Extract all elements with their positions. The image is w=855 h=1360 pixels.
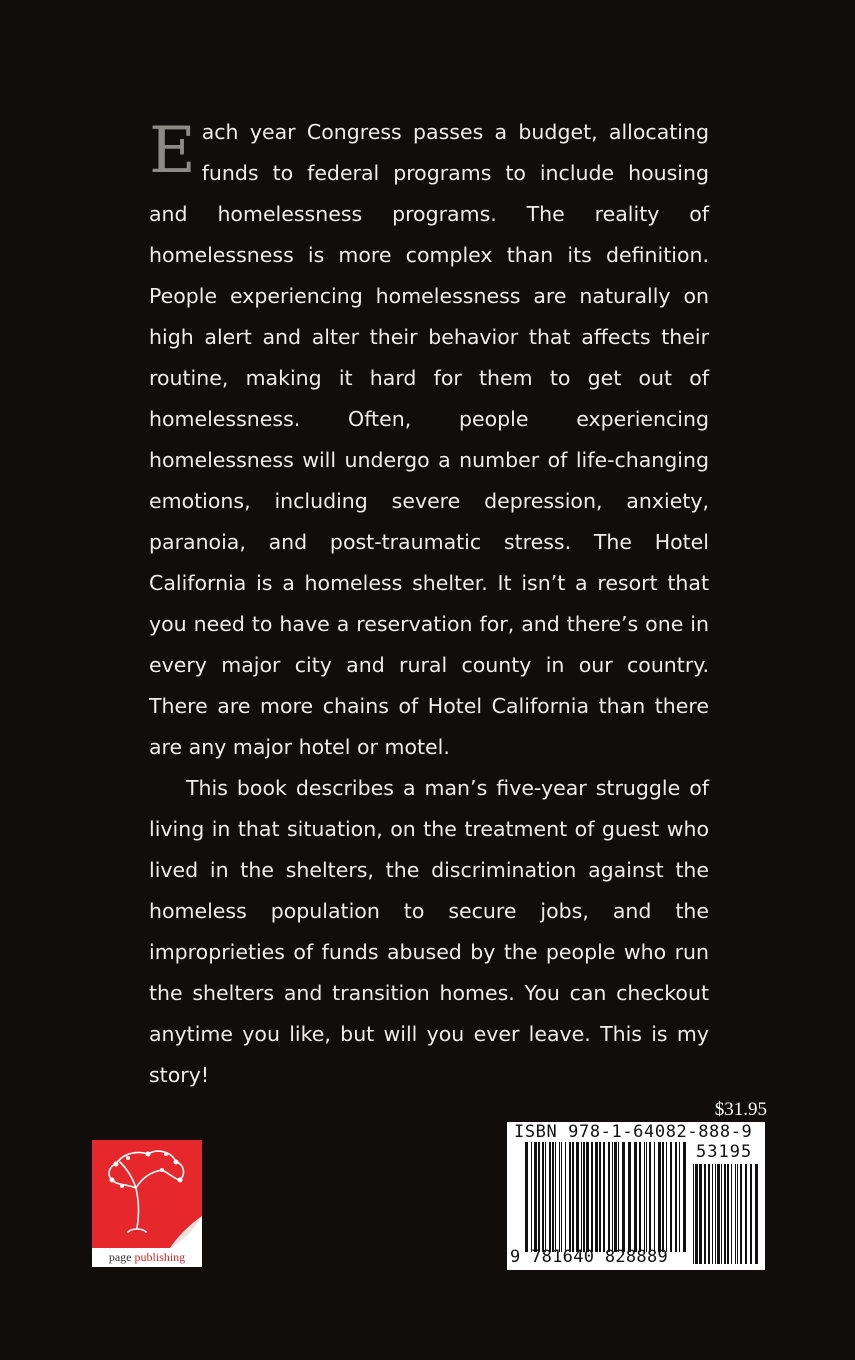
barcode-bar bbox=[750, 1164, 752, 1264]
barcode-bar bbox=[654, 1142, 655, 1252]
barcode-bar bbox=[675, 1142, 677, 1252]
publisher-name-part2: publishing bbox=[134, 1250, 186, 1264]
price-label: $31.95 bbox=[714, 1099, 767, 1120]
barcode-bar bbox=[708, 1164, 710, 1264]
barcode-bar bbox=[583, 1142, 585, 1252]
barcode-bar bbox=[737, 1164, 738, 1264]
barcode-bar bbox=[745, 1164, 747, 1264]
barcode-bar bbox=[538, 1142, 540, 1252]
publisher-name bbox=[92, 1248, 202, 1267]
barcode-bar bbox=[634, 1142, 637, 1252]
barcode-bar bbox=[717, 1164, 720, 1264]
price-code: 53195 bbox=[696, 1142, 753, 1162]
barcode-bar bbox=[569, 1142, 571, 1252]
barcode-bar bbox=[612, 1142, 613, 1252]
barcode-bar bbox=[699, 1164, 702, 1264]
barcode-bar bbox=[531, 1142, 532, 1252]
barcode-bar bbox=[724, 1164, 726, 1264]
barcode-bar bbox=[649, 1142, 651, 1252]
barcode-bar bbox=[618, 1142, 619, 1252]
barcode-bar bbox=[591, 1142, 593, 1252]
logo-tree-emblem bbox=[92, 1140, 202, 1248]
isbn-number: ISBN 978-1-64082-888-9 bbox=[514, 1122, 753, 1142]
barcode-bar bbox=[572, 1142, 574, 1252]
barcode-bar bbox=[639, 1142, 641, 1252]
barcode-bar bbox=[695, 1164, 698, 1264]
barcode-bar bbox=[614, 1142, 617, 1252]
barcode-bar bbox=[715, 1164, 716, 1264]
barcode-bar bbox=[670, 1142, 672, 1252]
publisher-name-part1: page bbox=[108, 1250, 132, 1264]
barcode-bar bbox=[549, 1142, 551, 1252]
barcode-bar bbox=[599, 1142, 601, 1252]
barcode-bar bbox=[565, 1142, 566, 1252]
blurb-paragraph-1-text: ach year Congress passes a budget, allocating funds to federal programs to include housing and homelessness programs. The reality of homelessness is more complex than its definition. People experiencing homelessness are naturally on high alert and alter their behavior that affects their routine, making it hard for them to get out of homelessness. Often, people experiencing homelessness will undergo a number of life-changing emotions, including severe depression, anxiety, paranoia, and post-traumatic stress. The Hotel California is a homeless shelter. It isn’t a resort that you need to have a reservation for, and there’s one in every major city and rural county in our country. There are more chains of Hotel California than there are any major hotel or motel. bbox=[149, 120, 709, 759]
barcode-bar bbox=[555, 1142, 556, 1252]
barcode-bar bbox=[525, 1142, 528, 1252]
tree-icon bbox=[92, 1140, 202, 1248]
barcode-bar bbox=[679, 1142, 680, 1252]
barcode-bar bbox=[622, 1142, 625, 1252]
barcode-bar bbox=[704, 1164, 706, 1264]
barcode-bar bbox=[552, 1142, 554, 1252]
isbn-barcode bbox=[507, 1122, 765, 1270]
barcode-bar bbox=[534, 1142, 537, 1252]
barcode-bar bbox=[603, 1142, 605, 1252]
barcode-bar bbox=[586, 1142, 589, 1252]
barcode-bar bbox=[662, 1142, 664, 1252]
drop-cap: E bbox=[149, 114, 196, 188]
barcode-bar bbox=[545, 1142, 546, 1252]
barcode-bar bbox=[595, 1142, 598, 1252]
barcode-bar bbox=[576, 1142, 579, 1252]
blurb-paragraph-2: This book describes a man’s five-year struggle of living in that situation, on the treatment of guest who lived in the shelters, the discrimination against the homeless population to secure jobs, and the improprieties of funds abused by the people who run the shelters and transition homes. You can checkout anytime you like, but will you ever leave. This is my story! bbox=[149, 776, 709, 1087]
barcode-bar bbox=[581, 1142, 582, 1252]
barcode-bar bbox=[666, 1142, 667, 1252]
barcode-bar bbox=[693, 1164, 694, 1264]
publisher-logo bbox=[92, 1140, 202, 1267]
barcode-bar bbox=[727, 1164, 729, 1264]
barcode-bar bbox=[683, 1142, 686, 1252]
ean-digits: 9 781640 828889 bbox=[510, 1247, 669, 1267]
barcode-bar bbox=[740, 1164, 742, 1264]
blurb-paragraph-1 bbox=[149, 112, 709, 768]
barcode-bar bbox=[735, 1164, 736, 1264]
barcode-bar bbox=[731, 1164, 732, 1264]
barcode-bar bbox=[559, 1142, 560, 1252]
barcode-bar bbox=[628, 1142, 631, 1252]
back-cover-blurb bbox=[149, 112, 709, 1096]
barcode-bar bbox=[755, 1164, 758, 1264]
ean-bars bbox=[525, 1142, 689, 1252]
barcode-bar bbox=[658, 1142, 661, 1252]
barcode-bar bbox=[608, 1142, 610, 1252]
barcode-bar bbox=[561, 1142, 562, 1252]
barcode-bar bbox=[542, 1142, 544, 1252]
barcode-bar bbox=[712, 1164, 713, 1264]
addon-bars bbox=[693, 1164, 761, 1264]
barcode-bar bbox=[644, 1142, 645, 1252]
barcode-bar bbox=[646, 1142, 647, 1252]
barcode-bar bbox=[721, 1164, 722, 1264]
